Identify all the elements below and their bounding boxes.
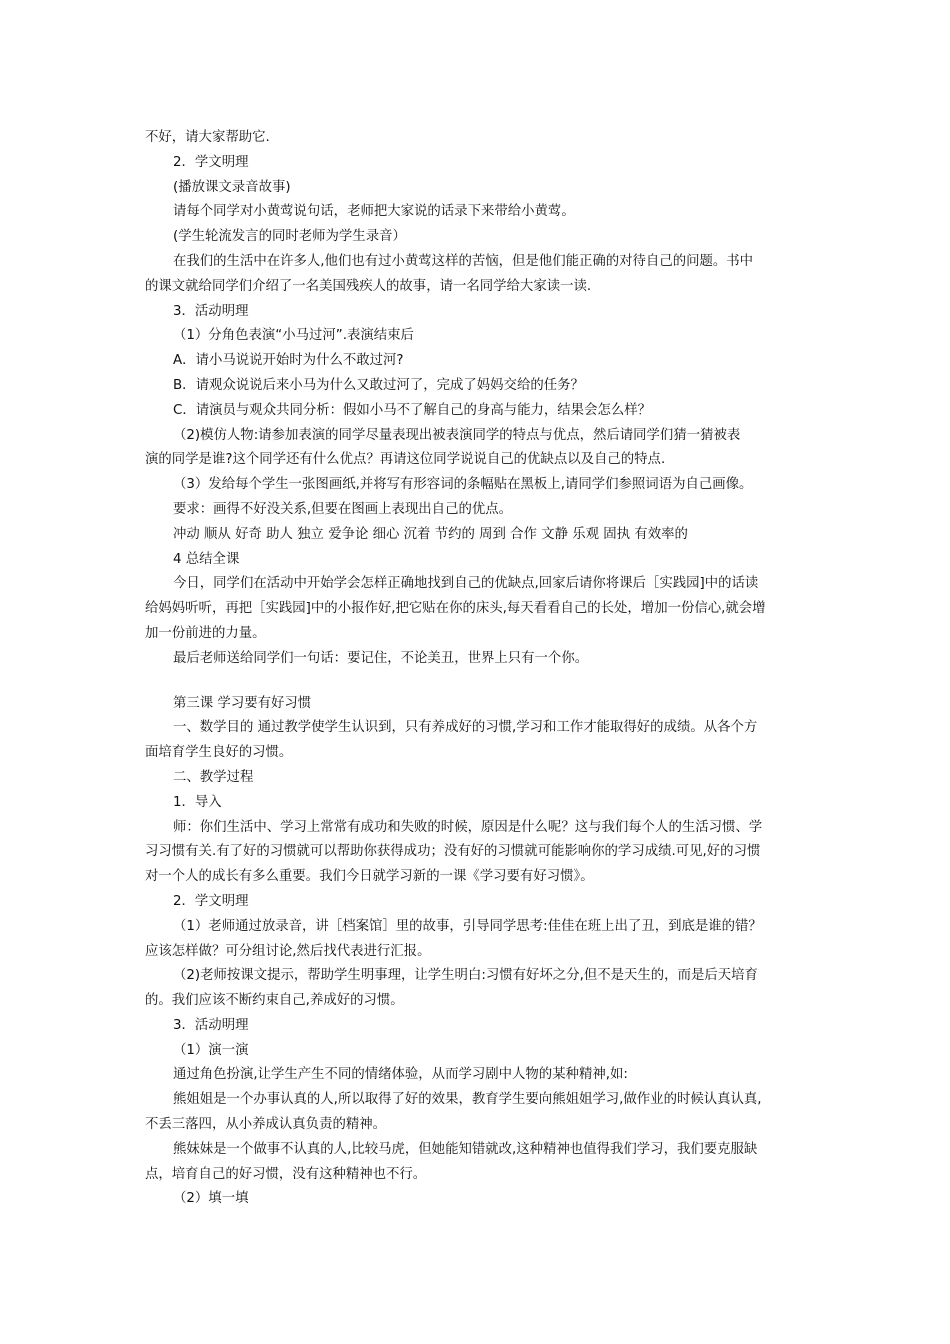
section-heading: 3．活动明理 <box>173 303 249 319</box>
text-line: 点，培育自己的好习惯，没有这种精神也不行。 <box>145 1166 427 1182</box>
text-line: 请每个同学对小黄莺说句话，老师把大家说的话录下来带给小黄莺。 <box>173 204 575 220</box>
text-line: 师：你们生活中、学习上常常有成功和失败的时候，原因是什么呢？这与我们每个人的生活习惯、学 <box>173 819 763 835</box>
text-line: 最后老师送给同学们一句话：要记住，不论美丑，世界上只有一个你。 <box>173 650 589 666</box>
text-line: 习习惯有关.有了好的习惯就可以帮助你获得成功；没有好的习惯就可能影响你的学习成绩.可见,好的习惯 <box>145 844 761 860</box>
text-line: 的课文就给同学们介绍了一名美国残疾人的故事，请一名同学给大家读一读. <box>145 278 592 294</box>
text-line: 熊姐姐是一个办事认真的人,所以取得了好的效果，教育学生要向熊姐姐学习,做作业的时候认真认真, <box>173 1092 762 1108</box>
text-line: (学生轮流发言的同时老师为学生录音） <box>173 229 406 245</box>
list-item: C．请演员与观众共同分析：假如小马不了解自己的身高与能力，结果会怎么样？ <box>173 402 652 418</box>
text-line: （3）发给每个学生一张图画纸,并将写有形容词的条幅贴在黑板上,请同学们参照词语为自己画像。 <box>173 477 753 493</box>
section-heading: 二、教学过程 <box>173 769 254 785</box>
text-line: 要求：画得不好没关系,但要在图画上表现出自己的优点。 <box>173 501 513 517</box>
text-line: 的。我们应该不断约束自己,养成好的习惯。 <box>145 993 404 1009</box>
text-line: 今日，同学们在活动中开始学会怎样正确地找到自己的优缺点,回家后请你将课后［实践园]中的话读 <box>173 576 759 592</box>
text-line: 演的同学是谁?这个同学还有什么优点？再请这位同学说说自己的优缺点以及自己的特点. <box>145 452 666 468</box>
section-heading: 4 总结全课 <box>173 551 240 567</box>
text-line: （1）分角色表演“小马过河”.表演结束后 <box>173 328 414 344</box>
section-heading: 2．学文明理 <box>173 154 249 170</box>
text-line: 在我们的生活中在许多人,他们也有过小黄莺这样的苦恼，但是他们能正确的对待自己的问题。书中 <box>173 253 754 269</box>
text-line: （2）填一填 <box>173 1191 249 1207</box>
section-heading: 1．导入 <box>173 794 222 810</box>
text-line: 不丢三落四，从小养成认真负责的精神。 <box>145 1117 387 1133</box>
text-line: 通过角色扮演,让学生产生不同的情绪体验，从而学习剧中人物的某种精神,如: <box>173 1067 628 1083</box>
section-heading: 2．学文明理 <box>173 893 249 909</box>
text-line: 不好，请大家帮助它. <box>145 130 270 145</box>
text-line: 一、数学目的 通过教学使学生认识到，只有养成好的习惯,学习和工作才能取得好的成绩。从各个方 <box>173 720 758 736</box>
text-line: （1）演一演 <box>173 1042 249 1058</box>
list-item: B．请观众说说后来小马为什么又敢过河了，完成了妈妈交给的任务？ <box>173 377 584 393</box>
spacer <box>145 672 807 692</box>
text-line: 加一份前进的力量。 <box>145 625 266 641</box>
word-list: 冲动 顺从 好奇 助人 独立 爱争论 细心 沉着 节约的 周到 合作 文静 乐观 固执 有效率的 <box>173 526 688 542</box>
text-line: 应该怎样做？可分组讨论,然后找代表进行汇报。 <box>145 943 431 959</box>
text-line: （2)老师按课文提示，帮助学生明事理，让学生明白:习惯有好坏之分,但不是天生的，而是后天培育 <box>173 968 758 984</box>
section-heading: 3．活动明理 <box>173 1017 249 1033</box>
text-line: （1）老师通过放录音，讲［档案馆］里的故事，引导同学思考:佳佳在班上出了丑，到底是谁的错？ <box>173 918 762 934</box>
text-line: 给妈妈听听，再把［实践园]中的小报作好,把它贴在你的床头,每天看看自己的长处，增加一份信心,就会增 <box>145 601 766 617</box>
text-line: （2)模仿人物:请参加表演的同学尽量表现出被表演同学的特点与优点，然后请同学们猜一猜被表 <box>173 427 741 443</box>
text-line: (播放课文录音故事) <box>173 179 291 195</box>
lesson-title: 第三课 学习要有好习惯 <box>173 695 312 711</box>
document-body <box>145 126 807 1212</box>
text-line: 面培育学生良好的习惯。 <box>145 745 293 761</box>
text-line: 对一个人的成长有多么重要。我们今日就学习新的一课《学习要有好习惯》。 <box>145 869 594 885</box>
text-line: 熊妹妹是一个做事不认真的人,比较马虎，但她能知错就改,这种精神也值得我们学习，我们要克服缺 <box>173 1141 758 1157</box>
list-item: A．请小马说说开始时为什么不敢过河? <box>173 353 404 369</box>
